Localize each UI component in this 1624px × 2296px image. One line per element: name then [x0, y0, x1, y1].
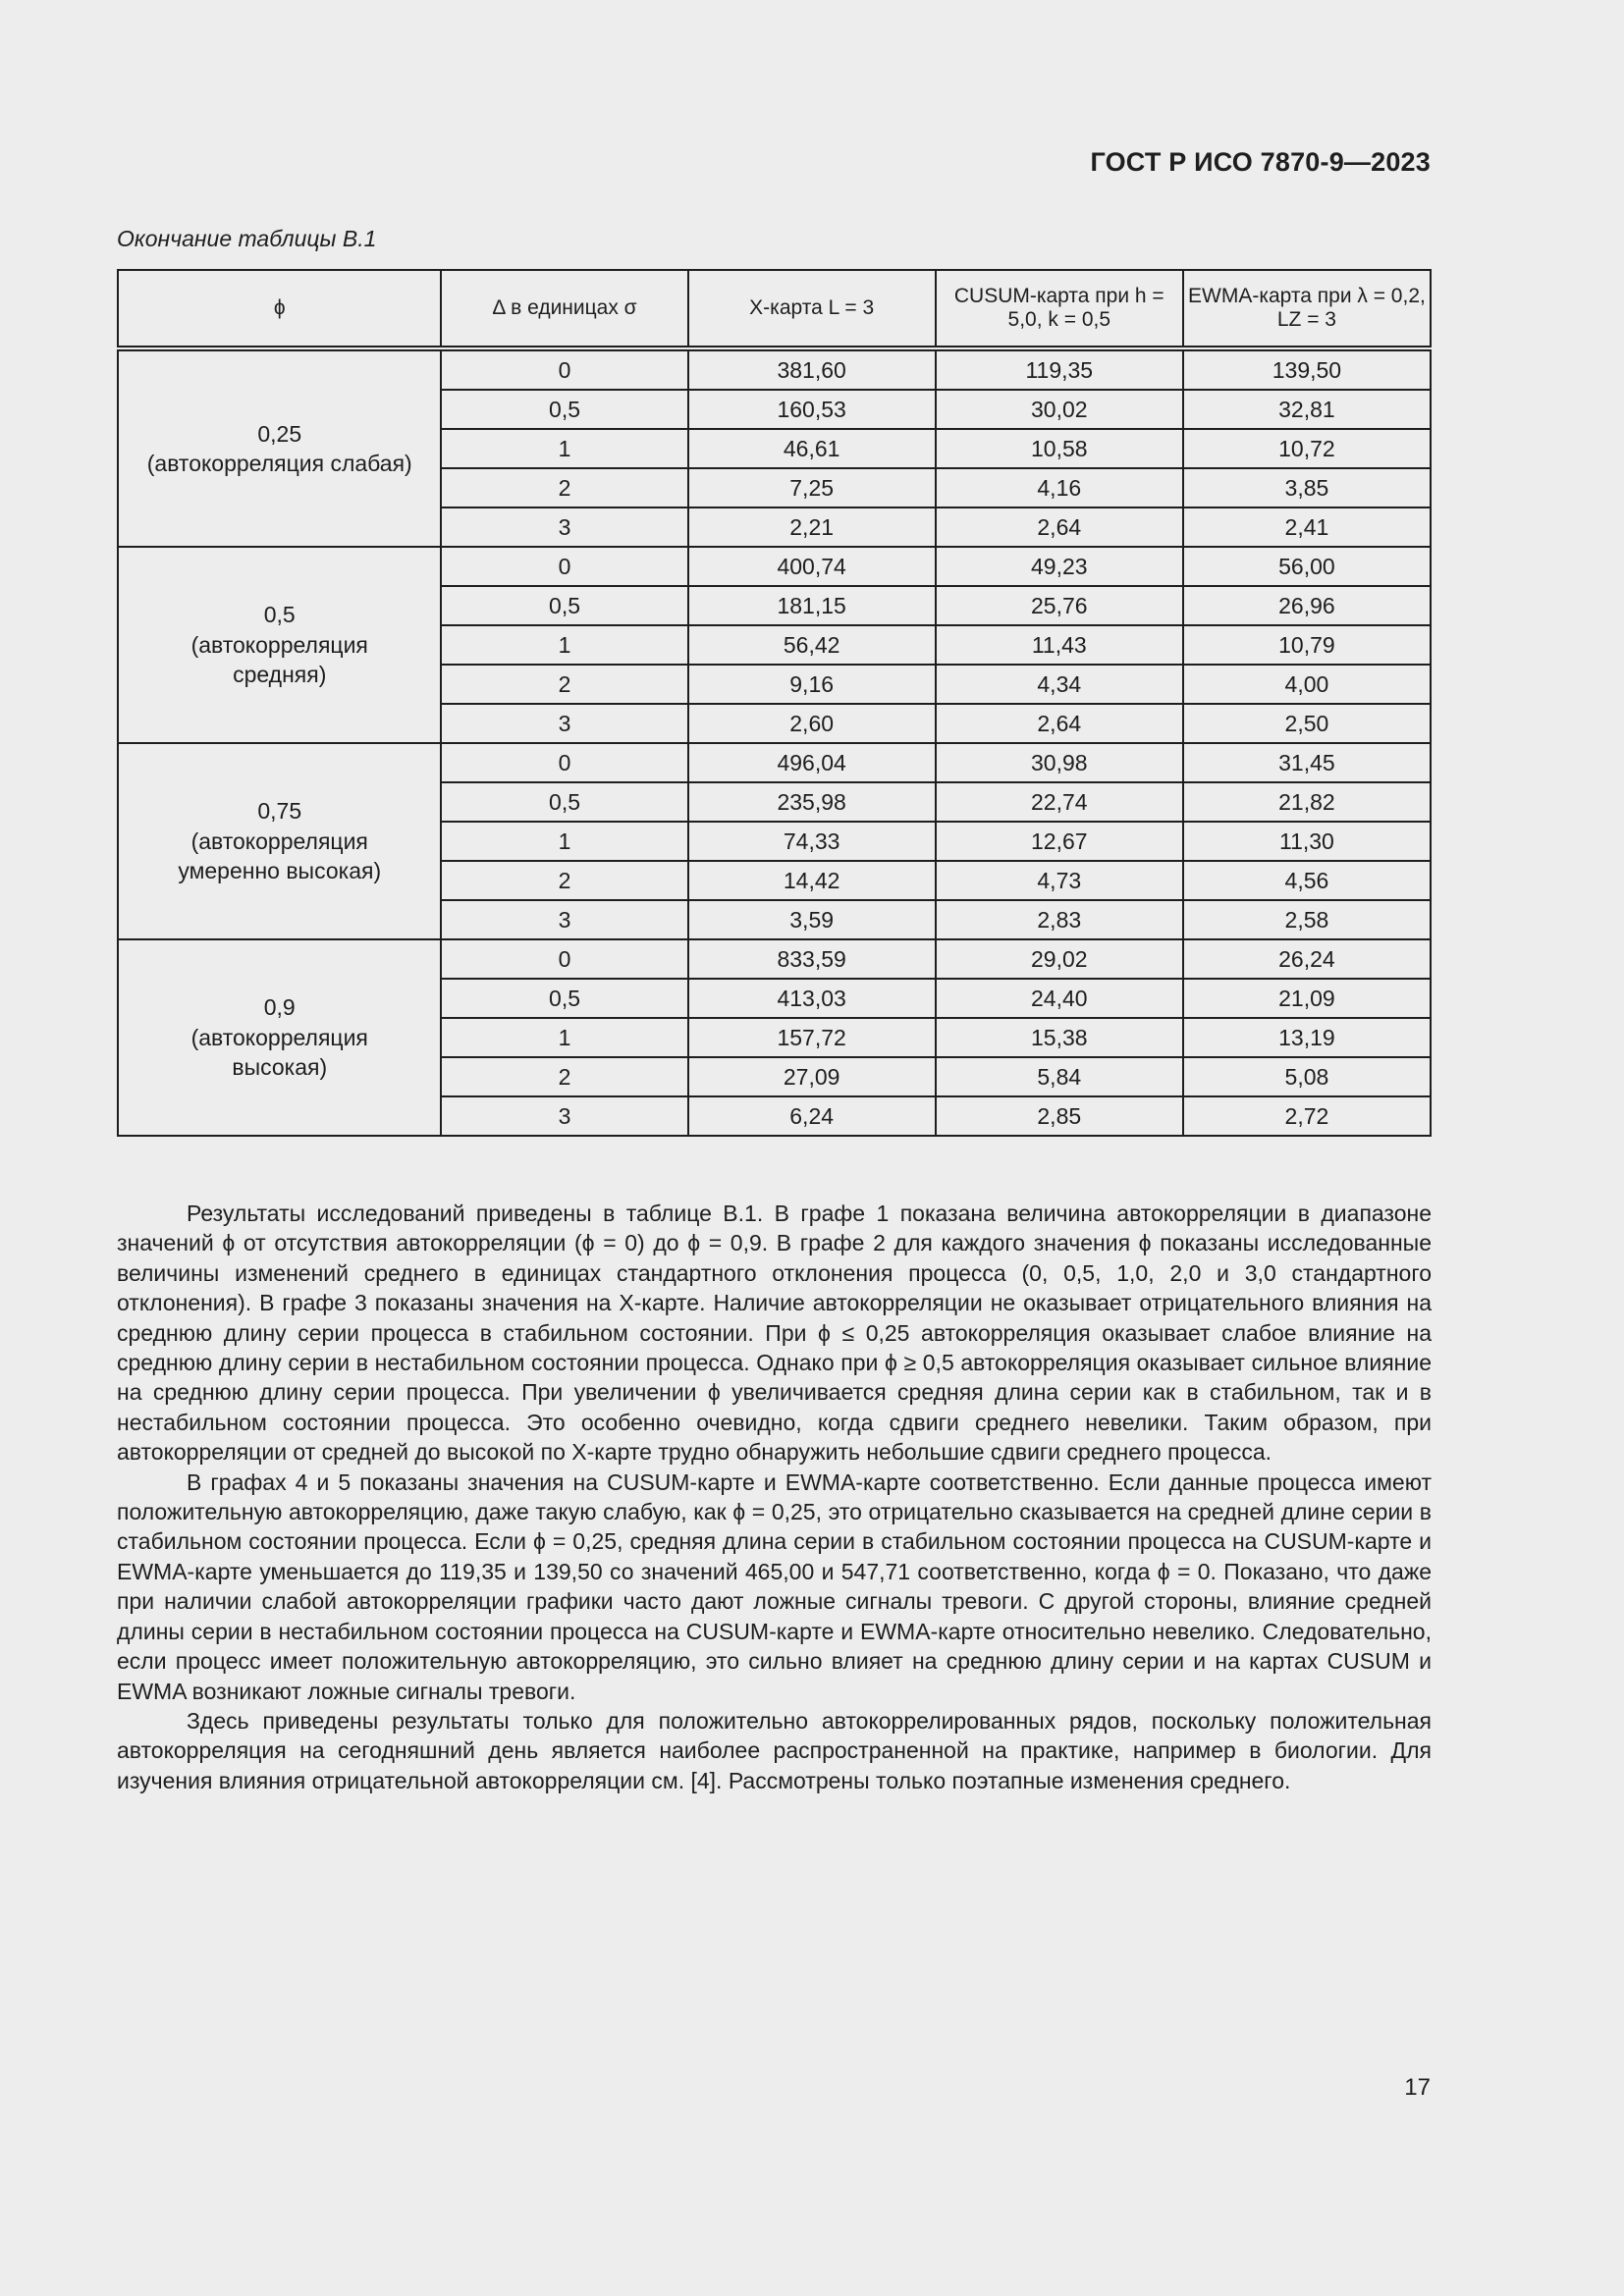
cusum-cell: 10,58 [936, 429, 1183, 468]
column-header-delta: Δ в единицах σ [441, 270, 687, 348]
ewma-cell: 2,50 [1183, 704, 1431, 743]
phi-value: 0,75 [257, 798, 302, 825]
cusum-cell: 12,67 [936, 822, 1183, 861]
table-row [118, 547, 1431, 586]
ewma-cell: 3,85 [1183, 468, 1431, 507]
ewma-cell: 10,72 [1183, 429, 1431, 468]
delta-cell: 0 [441, 547, 687, 586]
cusum-cell: 2,64 [936, 507, 1183, 547]
cusum-cell: 2,85 [936, 1096, 1183, 1136]
table-row [118, 348, 1431, 390]
cusum-cell: 4,73 [936, 861, 1183, 900]
x-chart-cell: 157,72 [688, 1018, 936, 1057]
cusum-cell: 49,23 [936, 547, 1183, 586]
phi-value: 0,9 [263, 994, 296, 1021]
column-header-ewma: EWMA-карта при λ = 0,2, LZ = 3 [1183, 270, 1431, 348]
delta-cell: 0,5 [441, 979, 687, 1018]
x-chart-cell: 400,74 [688, 547, 936, 586]
x-chart-cell: 2,21 [688, 507, 936, 547]
ewma-cell: 4,56 [1183, 861, 1431, 900]
x-chart-cell: 46,61 [688, 429, 936, 468]
paragraph: Здесь приведены результаты только для положительно автокоррелированных рядов, поскольку положительная автокорреляция на сегодняшний день является наиболее распространенной на практике, например в биологии. Для изучения влияния отрицательной автокорреляции см. [4]. Рассмотрены только поэтапные изменения среднего. [117, 1707, 1432, 1793]
x-chart-cell: 235,98 [688, 782, 936, 822]
phi-group-cell [118, 939, 441, 1136]
cusum-cell: 4,16 [936, 468, 1183, 507]
ewma-cell: 2,41 [1183, 507, 1431, 547]
ewma-cell: 2,58 [1183, 900, 1431, 939]
phi-group-cell [118, 743, 441, 939]
x-chart-cell: 181,15 [688, 586, 936, 625]
delta-cell: 1 [441, 625, 687, 665]
delta-cell: 1 [441, 1018, 687, 1057]
delta-cell: 2 [441, 665, 687, 704]
x-chart-cell: 496,04 [688, 743, 936, 782]
x-chart-cell: 413,03 [688, 979, 936, 1018]
page-number: 17 [1404, 2074, 1431, 2101]
delta-cell: 2 [441, 468, 687, 507]
x-chart-cell: 14,42 [688, 861, 936, 900]
phi-value: 0,5 [263, 602, 296, 628]
document-number: ГОСТ Р ИСО 7870-9—2023 [1090, 147, 1431, 177]
cusum-cell: 22,74 [936, 782, 1183, 822]
x-chart-cell: 6,24 [688, 1096, 936, 1136]
x-chart-cell: 56,42 [688, 625, 936, 665]
x-chart-cell: 2,60 [688, 704, 936, 743]
x-chart-cell: 3,59 [688, 900, 936, 939]
results-table [117, 269, 1432, 1137]
paragraph: В графах 4 и 5 показаны значения на CUSUM-карте и EWMA-карте соответственно. Если данные процесса имеют положительную автокорреляцию, даже такую слабую, как ϕ = 0,25, это отрицательно сказывается на средней длине серии в стабильном состоянии процесса. Если ϕ = 0,25, средняя длина серии в стабильном состоянии процесса на CUSUM-карте и EWMA-карте уменьшается до 119,35 и 139,50 со значений 465,00 и 547,71 соответственно, когда ϕ = 0. Показано, что даже при наличии слабой автокорреляции графики часто дают ложные сигналы тревоги. С другой стороны, влияние средней длины серии в нестабильном состоянии процесса на CUSUM-карте и EWMA-карте относительно невелико. Следовательно, если процесс имеет положительную автокорреляцию, это сильно влияет на среднюю длину серии и на картах CUSUM и EWMA возникают ложные сигналы тревоги. [117, 1468, 1432, 1704]
ewma-cell: 5,08 [1183, 1057, 1431, 1096]
ewma-cell: 11,30 [1183, 822, 1431, 861]
x-chart-cell: 160,53 [688, 390, 936, 429]
delta-cell: 2 [441, 861, 687, 900]
ewma-cell: 139,50 [1183, 348, 1431, 390]
delta-cell: 1 [441, 822, 687, 861]
cusum-cell: 5,84 [936, 1057, 1183, 1096]
phi-value: 0,25 [257, 420, 302, 447]
phi-group-cell [118, 348, 441, 547]
ewma-cell: 32,81 [1183, 390, 1431, 429]
ewma-cell: 26,24 [1183, 939, 1431, 979]
x-chart-cell: 9,16 [688, 665, 936, 704]
cusum-cell: 11,43 [936, 625, 1183, 665]
phi-note: (автокорреляция средняя) [190, 631, 368, 688]
phi-group-cell [118, 547, 441, 743]
delta-cell: 0,5 [441, 782, 687, 822]
cusum-cell: 4,34 [936, 665, 1183, 704]
delta-cell: 0 [441, 348, 687, 390]
phi-note: (автокорреляция умеренно высокая) [178, 828, 382, 884]
ewma-cell: 13,19 [1183, 1018, 1431, 1057]
delta-cell: 3 [441, 507, 687, 547]
delta-cell: 1 [441, 429, 687, 468]
ewma-cell: 10,79 [1183, 625, 1431, 665]
ewma-cell: 21,82 [1183, 782, 1431, 822]
delta-cell: 0,5 [441, 586, 687, 625]
table-row [118, 939, 1431, 979]
phi-note: (автокорреляция высокая) [190, 1024, 368, 1081]
delta-cell: 3 [441, 900, 687, 939]
column-header-x-chart: X-карта L = 3 [688, 270, 936, 348]
ewma-cell: 26,96 [1183, 586, 1431, 625]
delta-cell: 0 [441, 743, 687, 782]
paragraph: Результаты исследований приведены в таблице В.1. В графе 1 показана величина автокорреляции в диапазоне значений ϕ от отсутствия автокорреляции (ϕ = 0) до ϕ = 0,9. В графе 2 для каждого значения ϕ показаны исследованные величины изменений среднего в единицах стандартного отклонения процесса (0, 0,5, 1,0, 2,0 и 3,0 стандартного отклонения). В графе 3 показаны значения на X-карте. Наличие автокорреляции не оказывает отрицательного влияния на среднюю длину серии процесса в стабильном состоянии. При ϕ ≤ 0,25 автокорреляция оказывает слабое влияние на среднюю длину серии в нестабильном состоянии процесса. Однако при ϕ ≥ 0,5 автокорреляция оказывает сильное влияние на среднюю длину серии процесса. При увеличении ϕ увеличивается средняя длина серии как в стабильном, так и в нестабильном состоянии процесса. Это особенно очевидно, когда сдвиги среднего невелики. Таким образом, при автокорреляции от средней до высокой по X-карте трудно обнаружить небольшие сдвиги среднего процесса. [117, 1201, 1432, 1466]
delta-cell: 3 [441, 704, 687, 743]
delta-cell: 3 [441, 1096, 687, 1136]
ewma-cell: 2,72 [1183, 1096, 1431, 1136]
ewma-cell: 21,09 [1183, 979, 1431, 1018]
cusum-cell: 2,83 [936, 900, 1183, 939]
cusum-cell: 2,64 [936, 704, 1183, 743]
table-caption: Окончание таблицы В.1 [117, 226, 377, 251]
x-chart-cell: 27,09 [688, 1057, 936, 1096]
cusum-cell: 24,40 [936, 979, 1183, 1018]
phi-note: (автокорреляция слабая) [146, 451, 412, 476]
column-header-phi: ϕ [118, 270, 441, 348]
body-text [117, 1199, 1432, 1795]
cusum-cell: 25,76 [936, 586, 1183, 625]
x-chart-cell: 74,33 [688, 822, 936, 861]
x-chart-cell: 7,25 [688, 468, 936, 507]
table-header-row [118, 270, 1431, 348]
ewma-cell: 31,45 [1183, 743, 1431, 782]
x-chart-cell: 381,60 [688, 348, 936, 390]
delta-cell: 0,5 [441, 390, 687, 429]
x-chart-cell: 833,59 [688, 939, 936, 979]
cusum-cell: 15,38 [936, 1018, 1183, 1057]
cusum-cell: 30,98 [936, 743, 1183, 782]
delta-cell: 0 [441, 939, 687, 979]
cusum-cell: 29,02 [936, 939, 1183, 979]
ewma-cell: 4,00 [1183, 665, 1431, 704]
cusum-cell: 30,02 [936, 390, 1183, 429]
cusum-cell: 119,35 [936, 348, 1183, 390]
table-row [118, 743, 1431, 782]
ewma-cell: 56,00 [1183, 547, 1431, 586]
column-header-cusum: CUSUM-карта при h = 5,0, k = 0,5 [936, 270, 1183, 348]
delta-cell: 2 [441, 1057, 687, 1096]
